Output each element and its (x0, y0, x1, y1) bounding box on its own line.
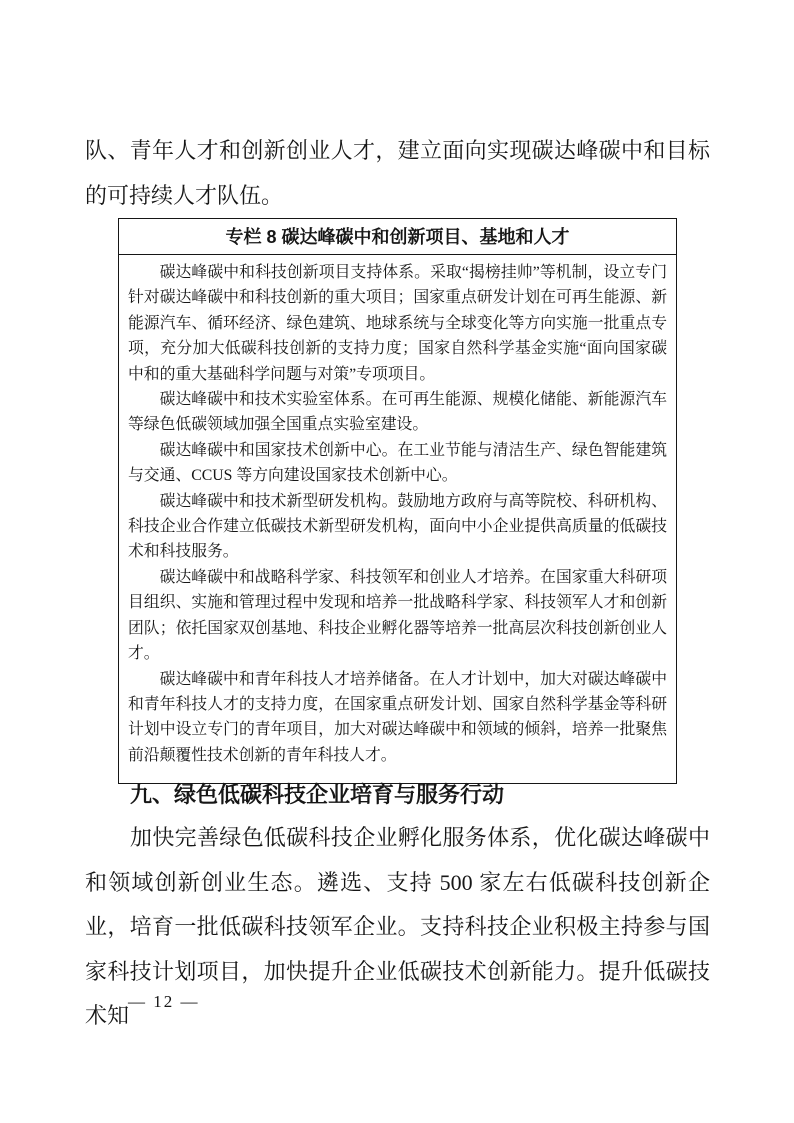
box-paragraph-innovation-centers: 碳达峰碳中和国家技术创新中心。在工业节能与清洁生产、绿色智能建筑与交通、CCUS 等方向建设国家技术创新中心。 (128, 441, 667, 485)
box-paragraph-young-talent: 碳达峰碳中和青年科技人才培养储备。在人才计划中，加大对碳达峰碳中和青年科技人才的支持力度，在国家重点研发计划、国家自然科学基金等科研计划中设立专门的青年项目，加大对碳达峰碳中和领域的倾斜，培养一批聚焦前沿颠覆性技术创新的青年科技人才。 (128, 670, 667, 764)
box-paragraph-laboratory-system: 碳达峰碳中和技术实验室体系。在可再生能源、规模化储能、新能源汽车等绿色低碳领域加强全国重点实验室建设。 (128, 391, 667, 434)
intro-paragraph: 队、青年人才和创新创业人才，建立面向实现碳达峰碳中和目标的可持续人才队伍。 (85, 138, 710, 208)
box-paragraph-innovation-projects: 碳达峰碳中和科技创新项目支持体系。采取“揭榜挂帅”等机制，设立专门针对碳达峰碳中和科技创新的重大项目；国家重点研发计划在可再生能源、新能源汽车、循环经济、绿色建筑、地球系统与全球变化等方向实施一批重点专项，充分加大低碳科技创新的支持力度；国家自然科学基金实施“面向国家碳中和的重大基础科学问题与对策”专项项目。 (128, 264, 667, 383)
box-title: 专栏 8 碳达峰碳中和创新项目、基地和人才 (119, 219, 676, 255)
box-paragraph-rd-institutions: 碳达峰碳中和技术新型研发机构。鼓励地方政府与高等院校、科研机构、科技企业合作建立低碳技术新型研发机构，面向中小企业提供高质量的低碳技术和科技服务。 (128, 492, 667, 561)
box-body (119, 255, 676, 783)
section-heading: 九、绿色低碳科技企业培育与服务行动 (130, 782, 505, 807)
box-paragraph-strategic-talent: 碳达峰碳中和战略科学家、科技领军和创业人才培养。在国家重大科研项目组织、实施和管理过程中发现和培养一批战略科学家、科技领军人才和创新团队；依托国家双创基地、科技企业孵化器等培养一批高层次科技创新创业人才。 (128, 568, 667, 663)
section-paragraph: 加快完善绿色低碳科技企业孵化服务体系，优化碳达峰碳中和领域创新创业生态。遴选、支持 500 家左右低碳科技创新企业，培育一批低碳科技领军企业。支持科技企业积极主持参与国家科技计划项目，加快提升企业低碳技术创新能力。提升低碳技术知 (85, 825, 710, 1028)
page-number: — 12 — (128, 992, 200, 1011)
column-box (118, 218, 677, 784)
